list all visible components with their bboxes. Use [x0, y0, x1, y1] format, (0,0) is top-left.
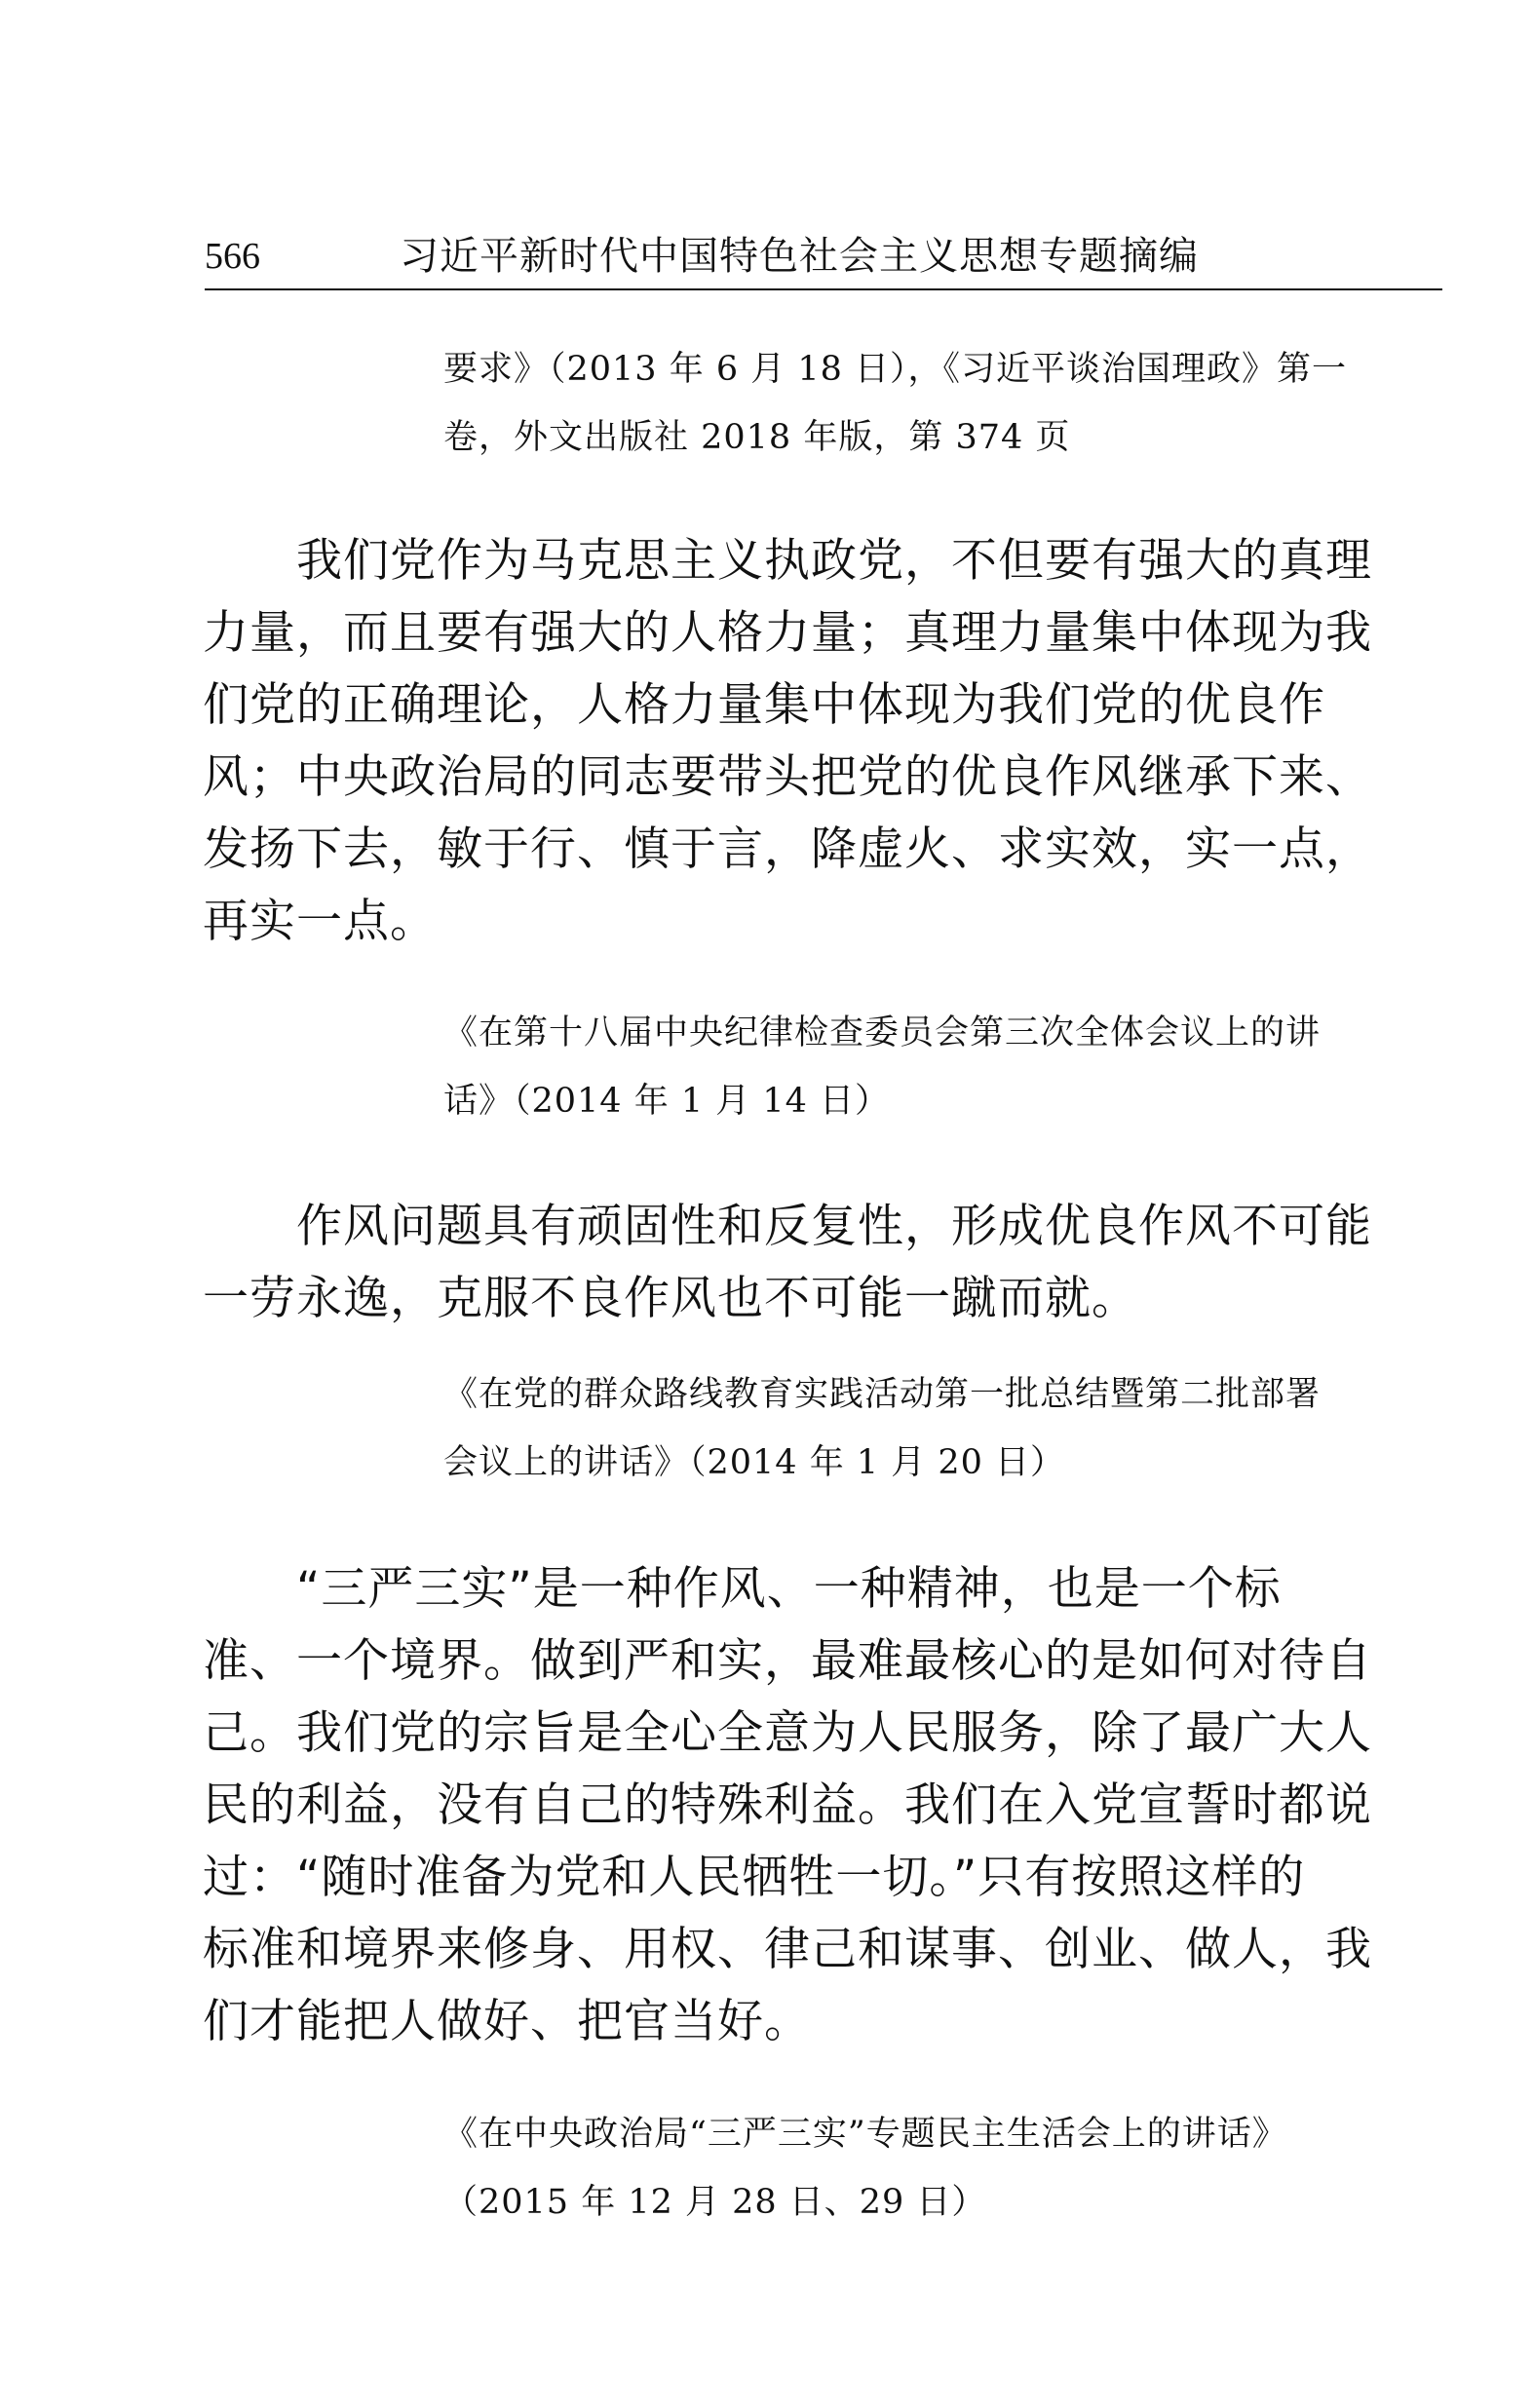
quote-line: 们才能把人做好、把官当好。 [203, 1995, 811, 2048]
quote-three-stricts [203, 1553, 1442, 2058]
header-divider [205, 288, 1442, 290]
citation-work-style [443, 1360, 1321, 1497]
quote-line: 标准和境界来修身、用权、律己和谋事、创业、做人，我 [203, 1923, 1372, 1976]
running-title: 习近平新时代中国特色社会主义思想专题摘编 [400, 234, 1199, 279]
quote-line: 过：“随时准备为党和人民牺牲一切。”只有按照这样的 [203, 1851, 1306, 1904]
quote-work-style [203, 1191, 1442, 1335]
citation-line: 话》（2014 年 1 月 14 日） [443, 1082, 891, 1121]
quote-line: 力量，而且要有强大的人格力量；真理力量集中体现为我 [203, 606, 1372, 660]
citation-line: 《在第十八届中央纪律检查委员会第三次全体会议上的讲 [443, 1013, 1322, 1052]
quote-line: 风；中央政治局的同志要带头把党的优良作风继承下来、 [203, 750, 1372, 804]
quote-line: 我们党作为马克思主义执政党，不但要有强大的真理 [203, 534, 1372, 588]
quote-line: “三严三实”是一种作风、一种精神，也是一个标 [203, 1562, 1282, 1616]
citation-three-stricts [443, 2100, 1287, 2236]
citation-party-style [443, 999, 1321, 1135]
citation-line: 会议上的讲话》（2014 年 1 月 20 日） [443, 1443, 1066, 1482]
citation-line: 卷，外文出版社 2018 年版，第 374 页 [443, 418, 1071, 457]
citation-line: 要求》（2013 年 6 月 18 日），《习近平谈治国理政》第一 [443, 350, 1348, 389]
citation-line: 《在党的群众路线教育实践活动第一批总结暨第二批部署 [443, 1375, 1322, 1414]
quote-line: 民的利益，没有自己的特殊利益。我们在入党宣誓时都说 [203, 1778, 1372, 1832]
quote-line: 们党的正确理论，人格力量集中体现为我们党的优良作 [203, 678, 1325, 732]
page-number: 566 [205, 236, 260, 277]
citation-line: （2015 年 12 月 28 日、29 日） [443, 2183, 987, 2222]
quote-line: 再实一点。 [203, 895, 437, 948]
quote-party-style [203, 525, 1442, 958]
page-header [205, 222, 1442, 290]
citation-continued [443, 335, 1347, 472]
quote-line: 发扬下去，敏于行、慎于言，降虚火、求实效，实一点， [203, 822, 1372, 876]
quote-line: 作风问题具有顽固性和反复性，形成优良作风不可能 [203, 1200, 1372, 1253]
citation-line: 《在中央政治局“三严三实”专题民主生活会上的讲话》 [443, 2115, 1287, 2154]
quote-line: 一劳永逸，克服不良作风也不可能一蹴而就。 [203, 1272, 1138, 1325]
quote-line: 准、一个境界。做到严和实，最难最核心的是如何对待自 [203, 1634, 1372, 1688]
quote-line: 己。我们党的宗旨是全心全意为人民服务，除了最广大人 [203, 1706, 1372, 1760]
